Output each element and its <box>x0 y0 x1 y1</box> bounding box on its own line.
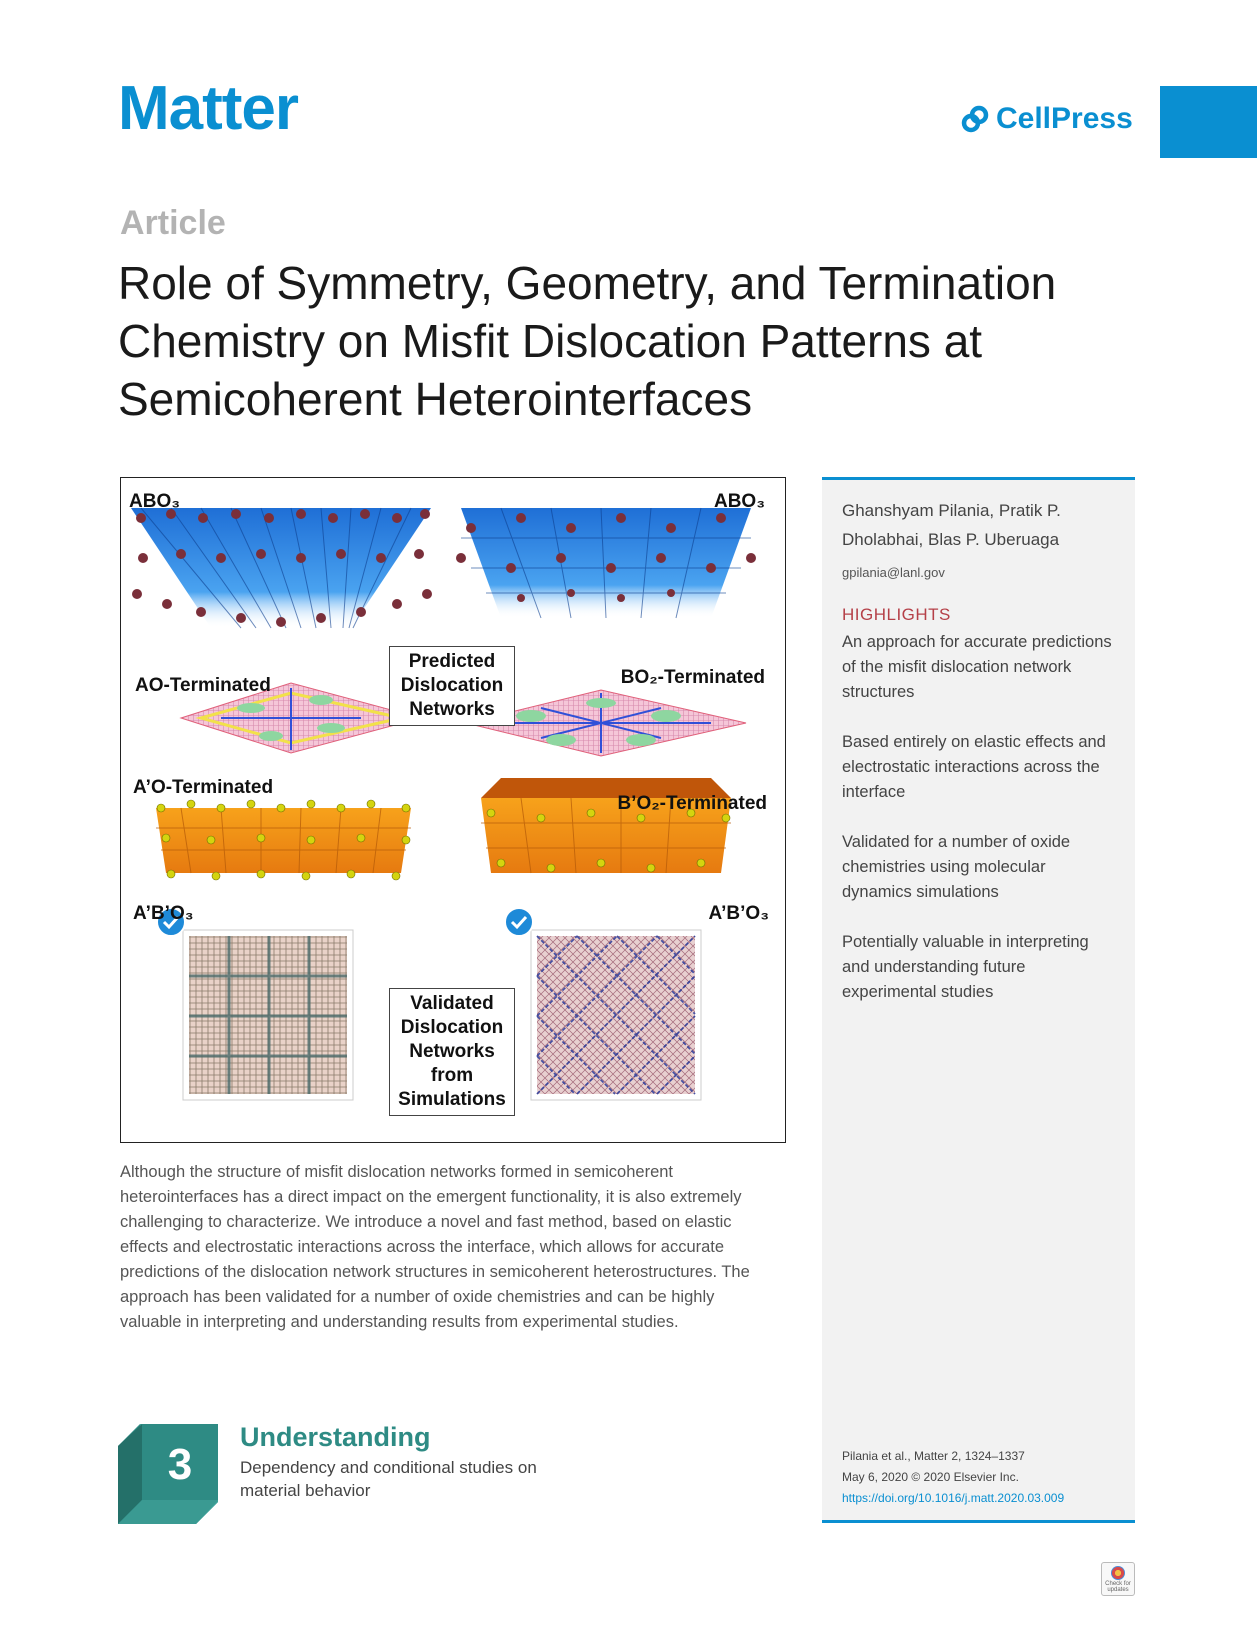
highlights-heading: HIGHLIGHTS <box>842 605 951 624</box>
publisher-name: CellPress <box>996 102 1133 135</box>
a-b-o3-ao-structure <box>156 800 411 880</box>
doi-link[interactable]: https://doi.org/10.1016/j.matt.2020.03.009 <box>842 1491 1065 1505</box>
label-ao-terminated: AO-Terminated <box>135 675 271 696</box>
brand-tab <box>1160 86 1257 158</box>
graphical-abstract <box>120 477 786 1143</box>
citation-reference: Pilania et al., Matter 2, 1324–1337 <box>842 1449 1025 1463</box>
label-bo2-terminated: BO₂-Terminated <box>620 667 765 688</box>
check-updates-icon <box>1111 1566 1125 1580</box>
label-a-b-o3-right: A’B’O₃ <box>708 903 769 924</box>
abo3-bo2-structure <box>456 508 756 618</box>
journal-name: Matter <box>118 74 299 143</box>
label-a-b-o3-left: A’B’O₃ <box>133 903 194 924</box>
article-type: Article <box>120 204 226 242</box>
citation <box>842 1446 1064 1509</box>
article-title: Role of Symmetry, Geometry, and Termination Chemistry on Misfit Dislocation Patterns at Semicoherent Heterointerfaces <box>118 257 1057 425</box>
highlight-item: An approach for accurate predictions of the misfit dislocation network structures <box>842 633 1112 701</box>
abo3-ao-structure <box>131 508 432 628</box>
highlight-item: Based entirely on elastic effects and electrostatic interactions across the interface <box>842 733 1106 801</box>
simulation-image-left <box>157 908 353 1100</box>
highlights-list <box>842 630 1117 1030</box>
highlight-item: Potentially valuable in interpreting and understanding future experimental studies <box>842 933 1089 1001</box>
check-for-updates-button[interactable] <box>1101 1562 1135 1596</box>
badge-number: 3 <box>167 1440 193 1489</box>
understanding-title: Understanding <box>240 1422 431 1452</box>
label-a-o-terminated: A’O-Terminated <box>133 777 274 798</box>
validated-networks-box: Validated Dislocation Networks from Simulations <box>389 988 515 1116</box>
authors: Ghanshyam Pilania, Pratik P. Dholabhai, Blas P. Uberuaga <box>842 501 1061 549</box>
label-abo3-left: ABO₃ <box>129 491 181 512</box>
abstract-text: Although the structure of misfit dislocation networks formed in semicoherent heterointerfaces has a direct impact on the emergent functionality, it is also extremely challenging to characterize. We introduce a novel and fast method, based on elastic effects and electrostatic interactions across the interface, which allows for accurate predictions of the dislocation network structures in semicoherent heterostructures. The approach has been validated for a number of oxide chemistries and can be highly valuable in interpreting and understanding results from experimental studies. <box>120 1163 750 1331</box>
understanding-description: Dependency and conditional studies on material behavior <box>240 1458 537 1500</box>
citation-date: May 6, 2020 © 2020 Elsevier Inc. <box>842 1470 1019 1484</box>
cellpress-logo-icon <box>960 104 990 134</box>
label-abo3-right: ABO₃ <box>713 491 765 512</box>
understanding-badge-icon <box>118 1424 218 1524</box>
highlight-item: Validated for a number of oxide chemistries using molecular dynamics simulations <box>842 833 1071 901</box>
simulation-image-right <box>505 908 701 1100</box>
check-updates-label: Check for updates <box>1105 1581 1131 1593</box>
label-b-o2-terminated: B’O₂-Terminated <box>617 793 767 814</box>
predicted-networks-box: Predicted Dislocation Networks <box>389 646 515 726</box>
publisher-logo <box>960 104 1133 134</box>
author-email[interactable]: gpilania@lanl.gov <box>842 565 945 580</box>
article-sidebar <box>822 477 1135 1523</box>
